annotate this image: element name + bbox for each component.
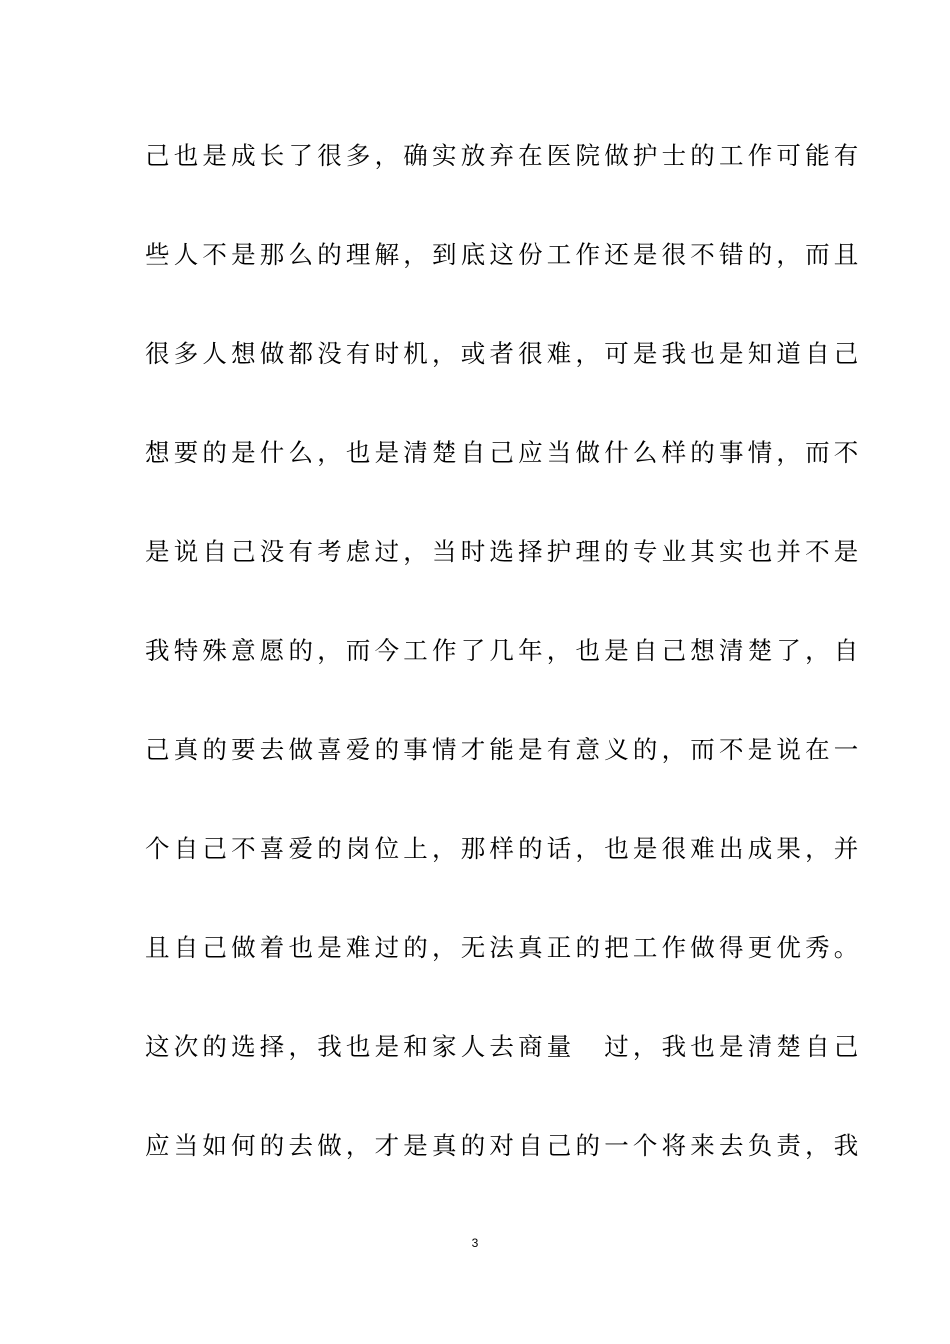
text-line: 我特殊意愿的，而今工作了几年，也是自己想清楚了，自 — [145, 636, 863, 665]
text-line: 想要的是什么，也是清楚自己应当做什么样的事情，而不 — [145, 438, 863, 467]
text-line: 己也是成长了很多，确实放弃在医院做护士的工作可能有 — [145, 141, 863, 170]
text-line: 很多人想做都没有时机，或者很难，可是我也是知道自己 — [145, 339, 863, 368]
text-line: 是说自己没有考虑过，当时选择护理的专业其实也并不是 — [145, 537, 863, 566]
text-line: 应当如何的去做，才是真的对自己的一个将来去负责，我 — [145, 1131, 863, 1160]
text-line: 些人不是那么的理解，到底这份工作还是很不错的，而且 — [145, 240, 863, 269]
text-line: 个自己不喜爱的岗位上，那样的话，也是很难出成果，并 — [145, 834, 863, 863]
text-line: 这次的选择，我也是和家人去商量 过，我也是清楚自己 — [145, 1032, 863, 1061]
text-line: 且自己做着也是难过的，无法真正的把工作做得更优秀。 — [145, 933, 863, 962]
body-text — [145, 128, 863, 1217]
page-number: 3 — [471, 1236, 479, 1250]
text-line: 己真的要去做喜爱的事情才能是有意义的，而不是说在一 — [145, 735, 863, 764]
